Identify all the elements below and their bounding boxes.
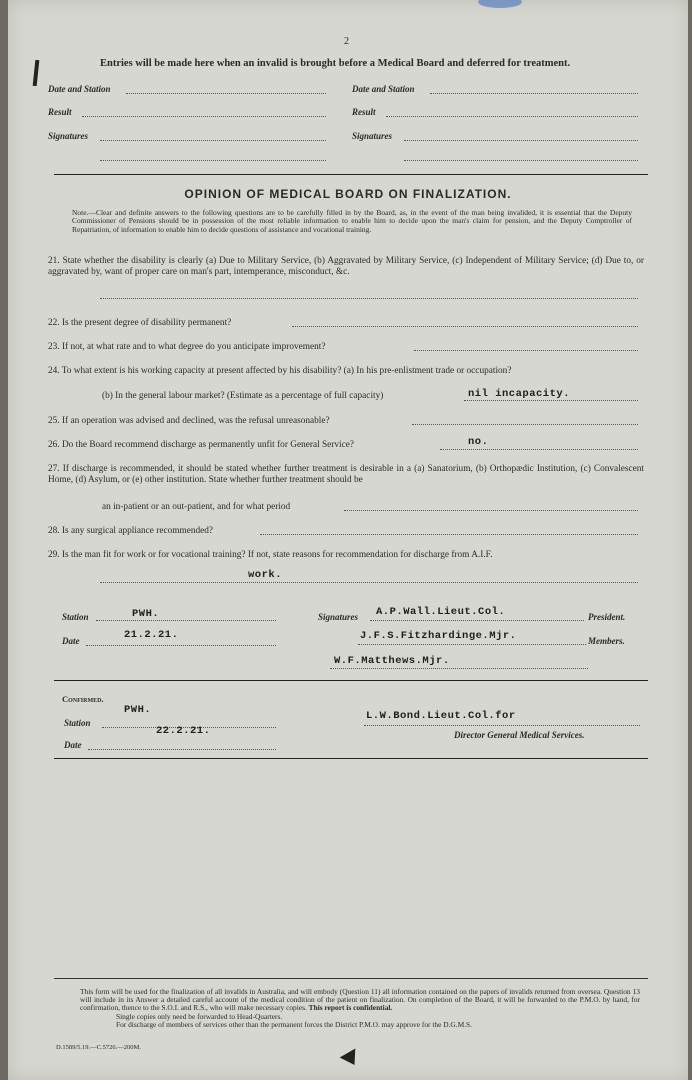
president-label: President. [588, 612, 626, 622]
print-code: D.1589/5.19.—C.5726.—200M. [56, 1044, 141, 1051]
president-signature: A.P.Wall.Lieut.Col. [376, 606, 506, 618]
result-label-right: Result [352, 107, 376, 117]
board-date-label: Date [62, 636, 80, 646]
board-note: Note.—Clear and definite answers to the following questions are to be carefully filled in by the Board, as, in the event of the man being invalided, it is essential that the Deputy Commissioner of Pensions should be in possession of the most reliable information to enable him to decide upon the man's claim for pension, and the Deputy Comptroller of Repatriation, of information to enable him to decide questions of assistance and vocational training. [72, 208, 632, 234]
board-station-label: Station [62, 612, 89, 622]
signatures-line-left [100, 140, 326, 141]
question-23: 23. If not, at what rate and to what degree do you anticipate improvement? [48, 342, 326, 352]
answer-line-28 [260, 534, 638, 535]
answer-line-26 [440, 449, 638, 450]
board-title: OPINION OF MEDICAL BOARD ON FINALIZATION. [184, 187, 512, 201]
section-rule-3 [54, 758, 648, 759]
answer-line-21 [100, 298, 638, 299]
corner-tear-mark [340, 1048, 363, 1069]
board-station-line [96, 620, 276, 621]
signatures-line-right-2 [404, 160, 638, 161]
date-station-line-right [430, 93, 638, 94]
confirmed-heading: Confirmed. [62, 694, 104, 704]
signatures-label-right: Signatures [352, 131, 393, 141]
confirmed-station-value: PWH. [124, 704, 152, 716]
section-rule-2 [54, 680, 648, 681]
answer-26: no. [468, 436, 489, 448]
footer-confidential: This report is confidential. [308, 1003, 393, 1013]
answer-line-22 [292, 326, 638, 327]
date-station-line-left [126, 93, 326, 94]
result-label-left: Result [48, 107, 72, 117]
board-date-line [86, 645, 276, 646]
member2-signature: W.F.Matthews.Mjr. [334, 655, 450, 667]
confirmed-station-label: Station [64, 718, 91, 728]
question-27b: an in-patient or an out-patient, and for what period [102, 502, 291, 512]
answer-line-29 [100, 582, 638, 583]
confirmed-signer-title: Director General Medical Services. [454, 730, 585, 740]
member2-line [330, 668, 588, 669]
section-rule-1 [54, 174, 648, 175]
answer-29: work. [248, 569, 283, 581]
answer-line-24 [464, 400, 638, 401]
answer-line-27 [344, 510, 638, 511]
result-line-left [82, 116, 326, 117]
question-25: 25. If an operation was advised and declined, was the refusal unreasonable? [48, 416, 330, 426]
binding-mark [33, 60, 40, 86]
date-station-label-right: Date and Station [352, 84, 415, 94]
answer-24: nil incapacity. [468, 388, 571, 400]
page-number: 2 [344, 36, 349, 47]
confirmed-date-label: Date [64, 740, 82, 750]
question-24b: (b) In the general labour market? (Estimate as a percentage of full capacity) [102, 391, 384, 401]
confirmed-signer-line [364, 725, 640, 726]
answer-line-25 [412, 424, 638, 425]
board-signatures-label: Signatures [318, 612, 359, 622]
president-line [370, 620, 584, 621]
result-line-right [386, 116, 638, 117]
footer-notes [80, 988, 640, 1029]
member1-line [358, 644, 586, 645]
deferred-heading: Entries will be made here when an invalid is brought before a Medical Board and deferred for treatment. [100, 58, 571, 69]
signatures-line-right [404, 140, 638, 141]
confirmed-date-value: 22.2.21. [156, 725, 211, 737]
blue-ink-spot [478, 0, 522, 8]
signatures-line-left-2 [100, 160, 326, 161]
document-page [8, 0, 688, 1080]
confirmed-signer: L.W.Bond.Lieut.Col.for [366, 710, 516, 722]
footer-rule [54, 978, 648, 979]
confirmed-date-line [88, 749, 276, 750]
board-station-value: PWH. [132, 608, 160, 620]
members-label: Members. [588, 636, 625, 646]
signatures-label-left: Signatures [48, 131, 89, 141]
footer-text-1: This form will be used for the finalization of all invalids in Australia, and will embody (Question 11) all information contained on the papers of invalids returned from oversea. Question 13 will include in its Answer a detailed careful account of the medical condition of the patient on finalization. On completion of the Board, it will be forwarded to the P.M.O. by hand, for confirmation, thence to the S.O.I. and R.S., who will make necessary copies. [80, 987, 640, 1013]
member1-signature: J.F.S.Fitzhardinge.Mjr. [360, 630, 517, 642]
question-24a: 24. To what extent is his working capacity at present affected by his disability? (a) In his pre-enlistment trade or occupation? [48, 366, 512, 376]
question-26: 26. Do the Board recommend discharge as permanently unfit for General Service? [48, 440, 354, 450]
question-28: 28. Is any surgical appliance recommended? [48, 526, 214, 536]
footer-text-3: For discharge of members of services other than the permanent forces the District P.M.O. may approve for the D.G.M.S. [116, 1019, 472, 1029]
question-21: 21. State whether the disability is clearly (a) Due to Military Service, (b) Aggravated by Military Service, (c) Independent of Military Service; (d) Due to, or aggravated by, want of proper care on man's part, intemperance, misconduct, &c. [48, 256, 644, 277]
question-27: 27. If discharge is recommended, it should be stated whether further treatment is desirable in a (a) Sanatorium, (b) Orthopædic Institution, (c) Convalescent Home, (d) Asylum, or (e) other institution. State whether further treatment should be [48, 464, 644, 485]
question-22: 22. Is the present degree of disability permanent? [48, 318, 232, 328]
date-station-label-left: Date and Station [48, 84, 111, 94]
board-date-value: 21.2.21. [124, 629, 179, 641]
footer-text-2: Single copies only need be forwarded to Head-Quarters. [116, 1011, 283, 1021]
answer-line-23 [414, 350, 638, 351]
question-29: 29. Is the man fit for work or for vocational training? If not, state reasons for recommendation for discharge from A.I.F. [48, 550, 493, 560]
